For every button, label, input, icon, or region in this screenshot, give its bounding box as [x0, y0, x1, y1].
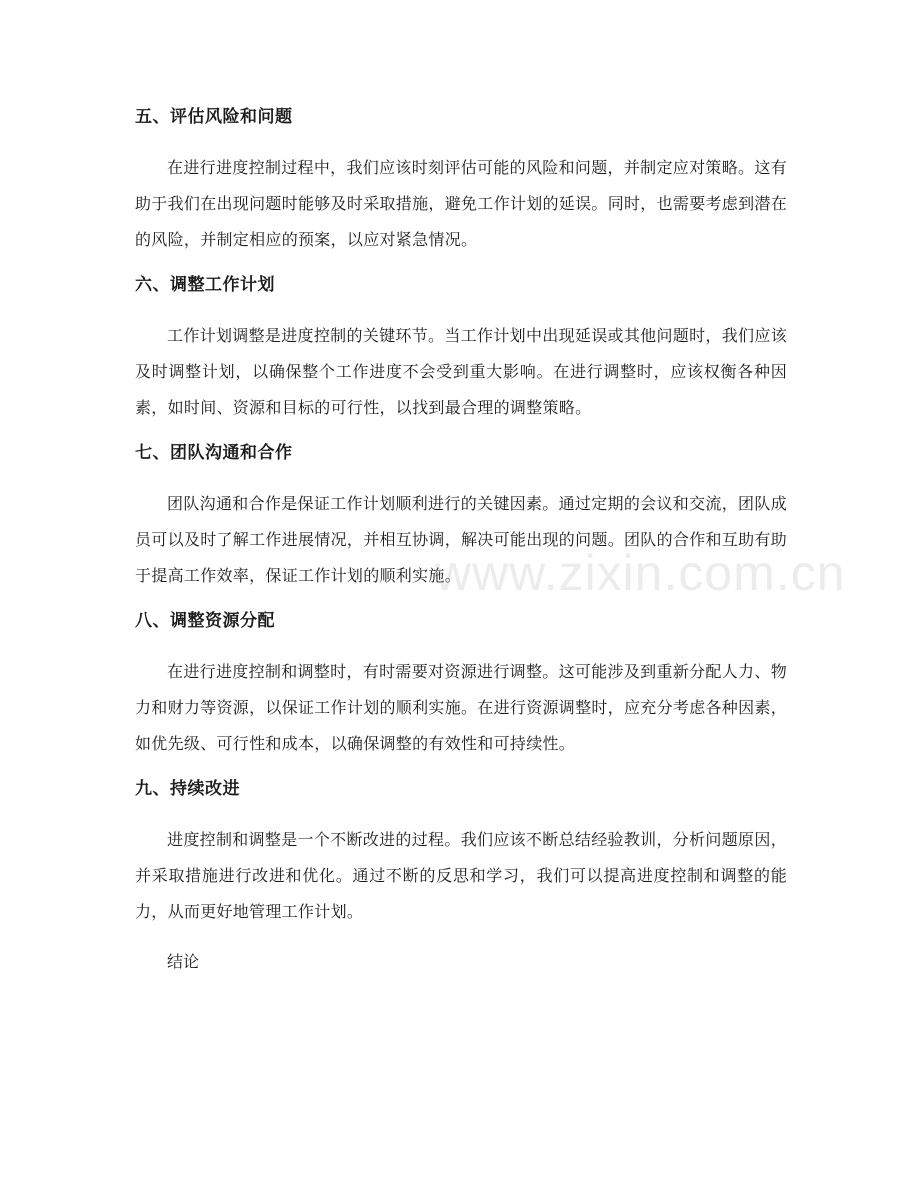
section-body-5: 在进行进度控制过程中，我们应该时刻评估可能的风险和问题，并制定应对策略。这有助于我们在出现问题时能够及时采取措施，避免工作计划的延误。同时，也需要考虑到潜在的风险，并制定相应的预案，以应对紧急情况。 — [135, 158, 788, 249]
document-content — [135, 104, 787, 980]
section-heading-7: 七、团队沟通和合作 — [135, 443, 293, 463]
section-body-7: 团队沟通和合作是保证工作计划顺利进行的关键因素。通过定期的会议和交流，团队成员可以及时了解工作进展情况，并相互协调，解决可能出现的问题。团队的合作和互助有助于提高工作效率，保证工作计划的顺利实施。 — [135, 494, 788, 585]
conclusion-label: 结论 — [167, 952, 200, 971]
section-heading-9: 九、持续改进 — [135, 779, 240, 799]
section-heading-8: 八、调整资源分配 — [135, 611, 275, 631]
section-body-8: 在进行进度控制和调整时，有时需要对资源进行调整。这可能涉及到重新分配人力、物力和财力等资源，以保证工作计划的顺利实施。在进行资源调整时，应充分考虑各种因素，如优先级、可行性和成本，以确保调整的有效性和可持续性。 — [135, 662, 788, 753]
watermark-text: www.zixin.com.cn — [435, 545, 846, 601]
section-body-9: 进度控制和调整是一个不断改进的过程。我们应该不断总结经验教训，分析问题原因，并采取措施进行改进和优化。通过不断的反思和学习，我们可以提高进度控制和调整的能力，从而更好地管理工作计划。 — [135, 830, 787, 921]
section-heading-6: 六、调整工作计划 — [135, 275, 275, 295]
section-heading-5: 五、评估风险和问题 — [135, 107, 293, 127]
section-body-6: 工作计划调整是进度控制的关键环节。当工作计划中出现延误或其他问题时，我们应该及时调整计划，以确保整个工作进度不会受到重大影响。在进行调整时，应该权衡各种因素，如时间、资源和目标的可行性，以找到最合理的调整策略。 — [135, 326, 787, 417]
